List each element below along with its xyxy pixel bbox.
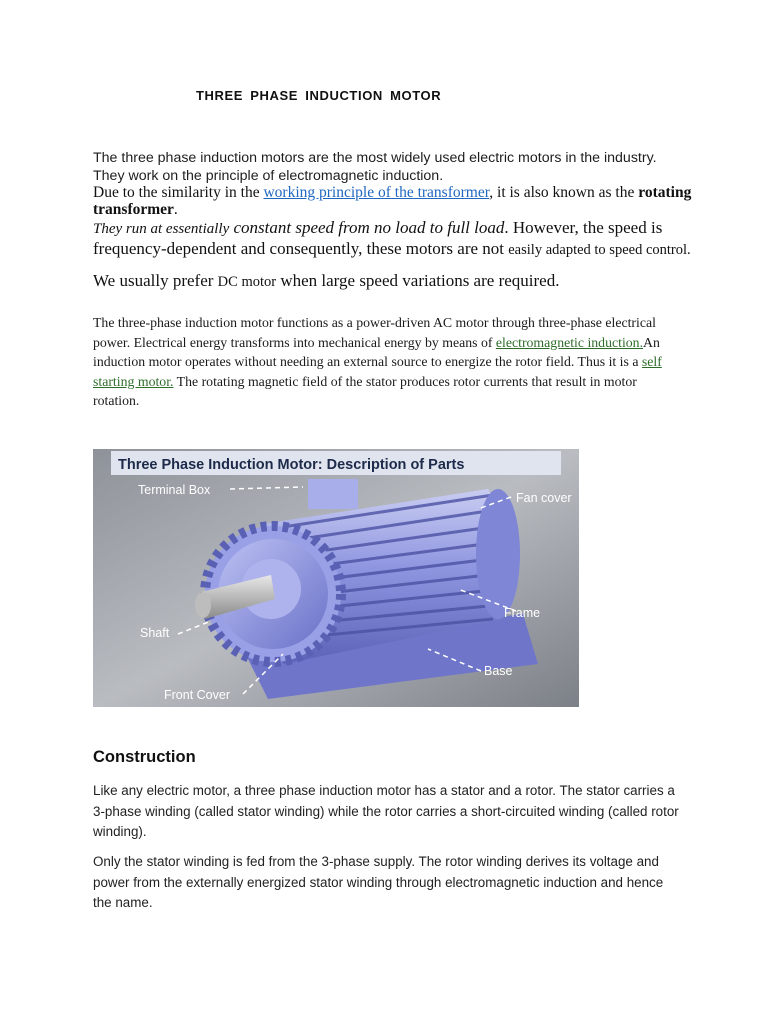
speed-italic-small: They run at essentially xyxy=(93,221,230,237)
frame-label: Frame xyxy=(504,606,541,620)
speed-text-small: easily adapted to speed control. xyxy=(508,242,691,258)
functions-text-2: An induction motor operates without needing an external source to energize the rotor field. Thus it is a xyxy=(93,334,660,369)
fan-cover-shape xyxy=(476,489,520,619)
construction-heading: Construction xyxy=(93,748,196,766)
speed-italic-large: constant speed from no load to full load xyxy=(229,218,505,237)
prefer-text-start: We usually prefer xyxy=(93,271,218,290)
construction-paragraph-2: Only the stator winding is fed from the 3-phase supply. The rotor winding derives its voltage and power from the externally energized stator winding through electromagnetic induction and hence the name. xyxy=(93,854,664,910)
base-label: Base xyxy=(484,664,513,678)
prefer-text-end: when large speed variations are required. xyxy=(276,271,560,290)
terminal-box xyxy=(308,479,358,509)
similarity-text-start: Due to the similarity in the xyxy=(93,184,264,201)
construction-paragraph-1: Like any electric motor, a three phase induction motor has a stator and a rotor. The stator carries a 3-phase winding (called stator winding) while the rotor carries a short-circuited winding (called rotor winding). xyxy=(93,783,679,839)
similarity-text-end: . xyxy=(173,201,178,218)
motor-parts-figure xyxy=(93,449,579,707)
fan-cover-label: Fan cover xyxy=(516,491,572,505)
transformer-principle-link[interactable]: working principle of the transformer xyxy=(263,184,490,201)
front-cover-label: Front Cover xyxy=(164,688,230,702)
similarity-text-middle: , it is also known as the xyxy=(489,184,639,201)
speed-text: . However, the speed is frequency-dependent and consequently, these motors are not xyxy=(93,218,663,258)
shaft-label: Shaft xyxy=(140,626,170,640)
figure-banner-text: Three Phase Induction Motor: Description of Parts xyxy=(118,457,465,473)
page-title: THREE PHASE INDUCTION MOTOR xyxy=(196,88,442,103)
speed-sentence xyxy=(93,218,693,260)
electromagnetic-induction-link[interactable]: electromagnetic induction. xyxy=(495,334,644,350)
rotating-transformer-term: rotating transformer xyxy=(93,184,692,218)
functions-text-1: The three-phase induction motor functions as a power-driven AC motor through three-phase electrical power. Electrical energy transforms into mechanical energy by means of xyxy=(93,315,656,350)
prefer-sentence xyxy=(93,271,693,292)
functions-paragraph xyxy=(93,313,683,411)
intro-paragraph: The three phase induction motors are the most widely used electric motors in the industry. They work on the principle of electromagnetic induction. xyxy=(93,150,657,184)
dc-motor-term: DC motor xyxy=(217,274,277,290)
terminal-box-label: Terminal Box xyxy=(138,483,211,497)
functions-text-3: The rotating magnetic field of the stator produces rotor currents that result in motor rotation. xyxy=(93,373,637,408)
similarity-sentence xyxy=(93,184,693,218)
self-starting-motor-link[interactable]: self starting motor. xyxy=(93,354,662,389)
